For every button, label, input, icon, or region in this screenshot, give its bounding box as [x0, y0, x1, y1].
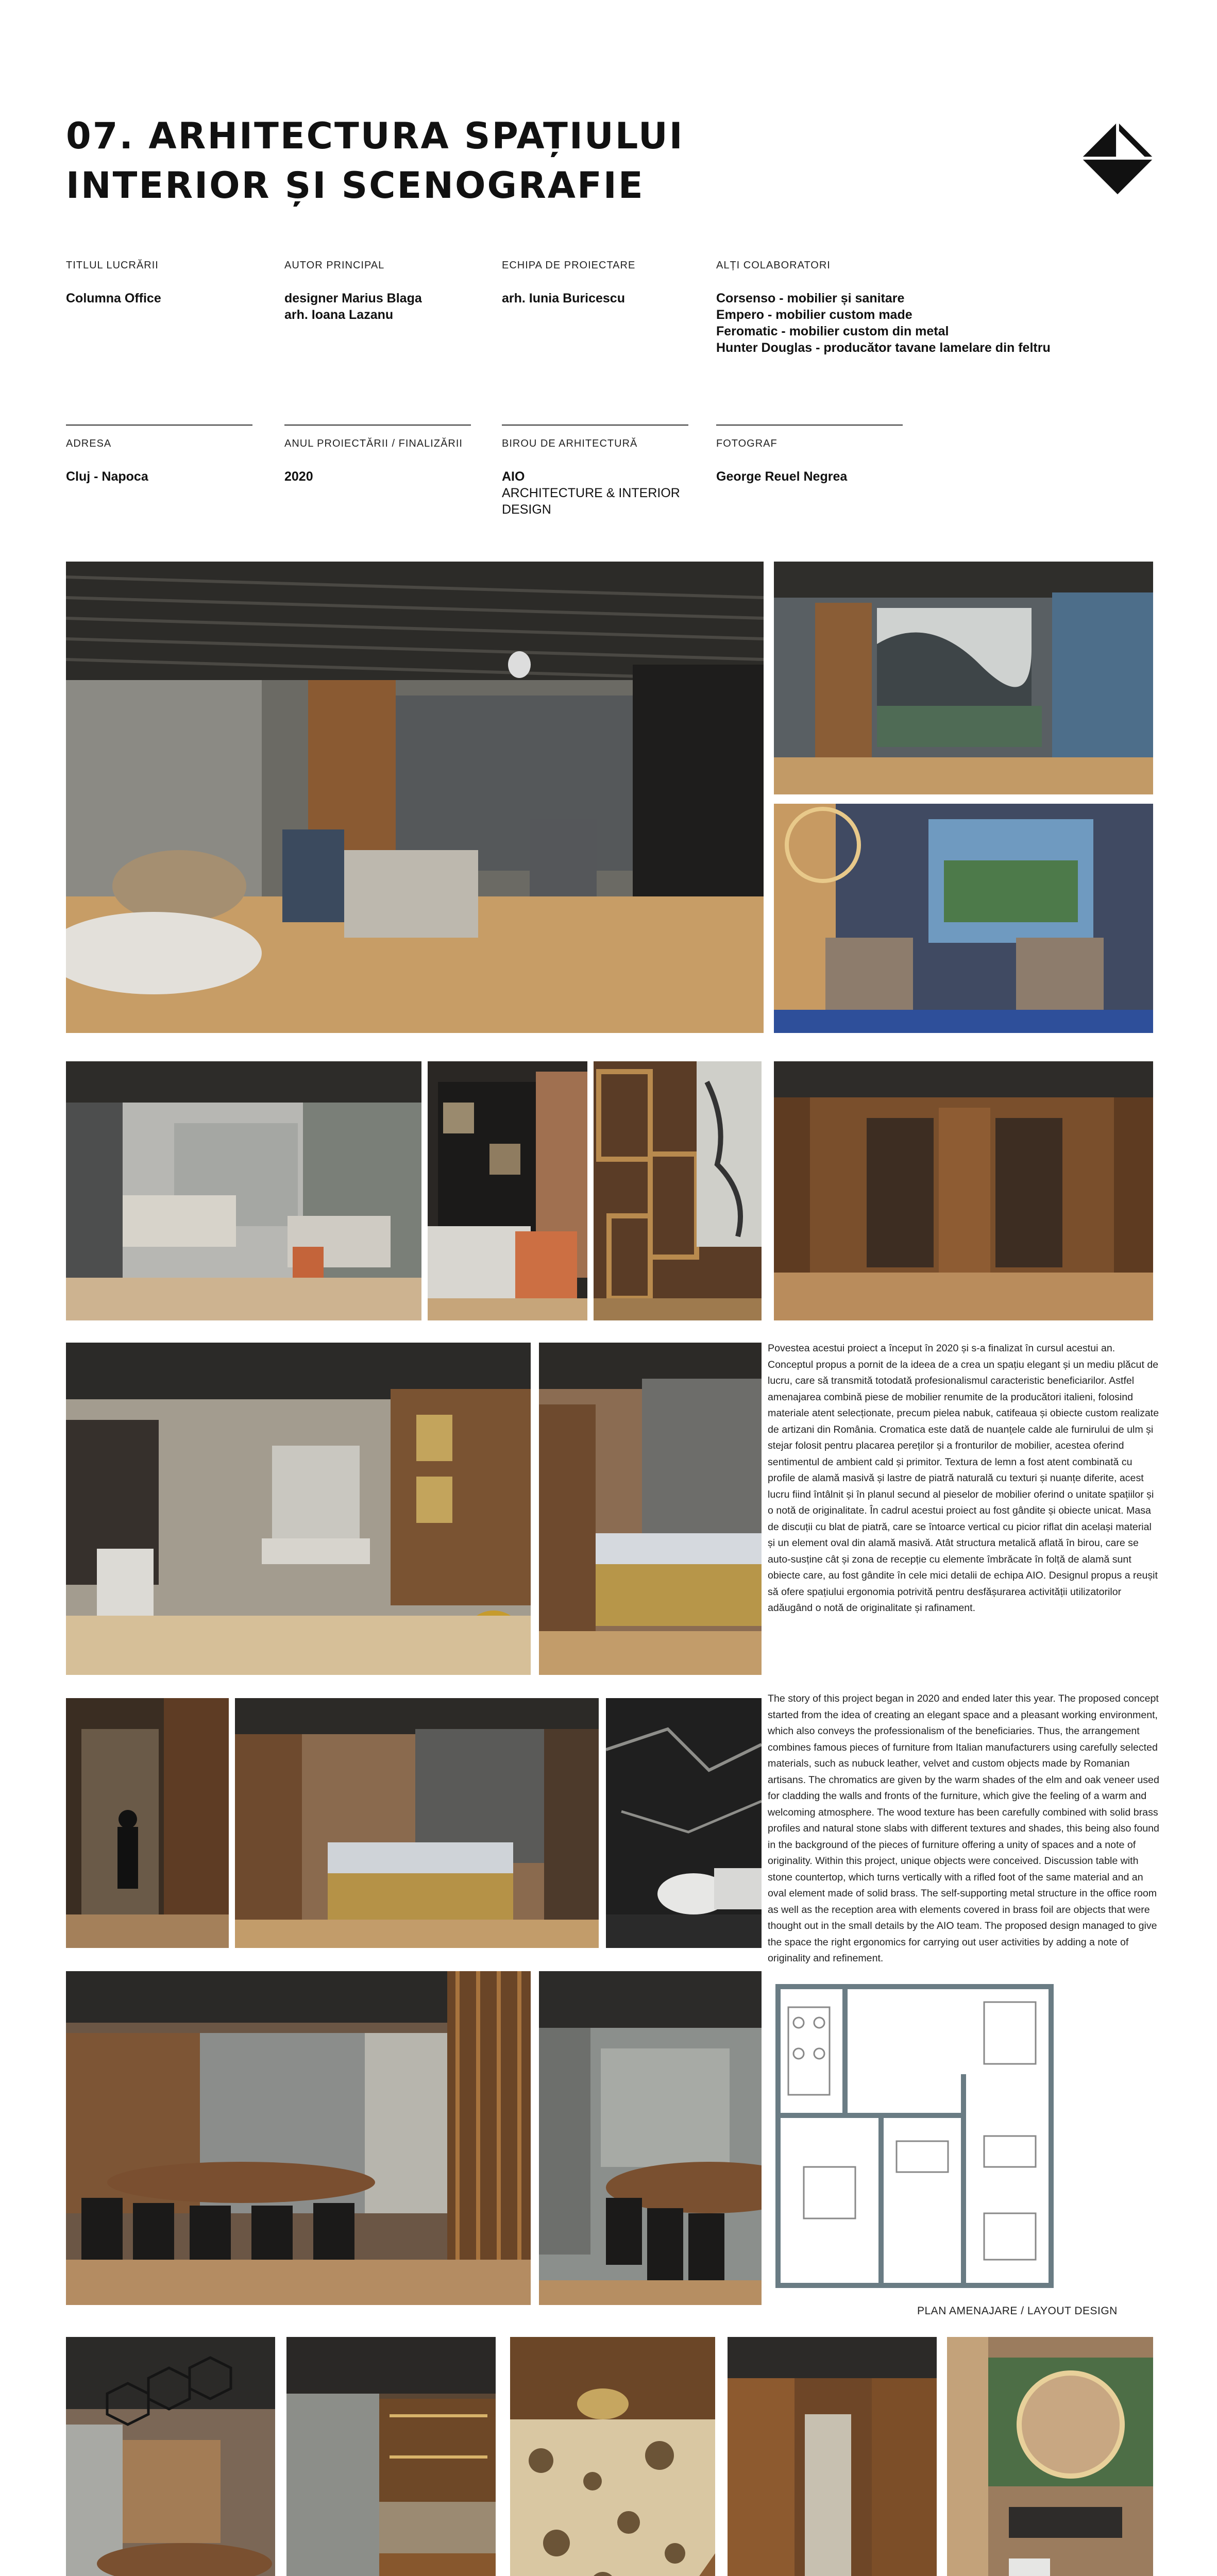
- meta-office: [502, 438, 718, 518]
- divider: [716, 425, 903, 426]
- photo-meeting-area: [66, 1343, 531, 1675]
- title-line-2: INTERIOR ȘI SCENOGRAFIE: [66, 164, 645, 207]
- photo-kitchenette: [286, 2337, 496, 2576]
- meta-author: [284, 260, 491, 323]
- page-title: [66, 111, 839, 210]
- meta-address: [66, 438, 272, 485]
- meta-office-value: AIO: [502, 469, 525, 484]
- photo-bathroom-mirror: [947, 2337, 1153, 2576]
- divider: [284, 425, 471, 426]
- meta-collab-2: Empero - mobilier custom made: [716, 308, 912, 322]
- meta-collaborators: [716, 260, 1180, 356]
- meta-photographer-value: George Reuel Negrea: [716, 469, 848, 484]
- meta-team: [502, 260, 708, 307]
- photo-office-main: [66, 562, 764, 1033]
- meta-year: [284, 438, 491, 485]
- photo-bathroom-marble: [606, 1698, 762, 1948]
- meta-author-label: AUTOR PRINCIPAL: [284, 260, 385, 271]
- meta-author-value-1: designer Marius Blaga: [284, 291, 422, 306]
- meta-collab-3: Feromatic - mobilier custom din metal: [716, 324, 949, 338]
- divider: [502, 425, 688, 426]
- meta-photographer-label: FOTOGRAF: [716, 438, 777, 449]
- photo-hallway: [728, 2337, 937, 2576]
- meta-team-value: arh. Iunia Buricescu: [502, 291, 625, 306]
- photo-open-office: [66, 1061, 421, 1320]
- meta-address-value: Cluj - Napoca: [66, 469, 148, 484]
- meta-title-label: TITLUL LUCRĂRII: [66, 260, 159, 271]
- photo-brass-shelves: [594, 1061, 762, 1320]
- photo-boardroom-table: [539, 1971, 762, 2305]
- plan-caption: PLAN AMENAJARE / LAYOUT DESIGN: [917, 2305, 1118, 2317]
- meta-title-value: Columna Office: [66, 291, 161, 306]
- photo-reception-desk: [539, 1343, 762, 1675]
- title-line-1: 07. ARHITECTURA SPAȚIULUI: [66, 115, 684, 157]
- photo-reception-wide: [235, 1698, 599, 1948]
- meta-team-label: ECHIPA DE PROIECTARE: [502, 260, 636, 271]
- meta-title: [66, 260, 272, 307]
- photo-corridor-wood: [774, 1061, 1153, 1320]
- meta-collab-1: Corsenso - mobilier și sanitare: [716, 291, 905, 306]
- meta-year-label: ANUL PROIECTĂRII / FINALIZĂRII: [284, 438, 463, 449]
- divider: [66, 425, 252, 426]
- project-description-ro: Povestea acestui proiect a început în 2020 și s-a finalizat în cursul acestui an. Conceptul propus a pornit de la ideea de a crea un spațiu elegant și un mediu plăcut de lucru, care să transmită totodată profesionalismul caracteristic beneficiarilor. Astfel amenajarea combină piese de mobilier renumite de la producători italieni, folosind materiale atent selecționate, precum pielea nabuk, catifeaua și obiecte custom realizate de artizani din România. Cromatica este dată de nuanțele calde ale furnirului de ulm și stejar folosit pentru placarea pereților și a fronturilor de mobilier, acestea oferind sentimentul de ambient cald și primitor. Textura de lemn a fost atent combinată cu profile de alamă masivă și lastre de piatră naturală cu texturi și nuanțe diferite, acest lucru fiind întâlnit și în planul secund al pieselor de mobilier oferind o unitate spațiilor și o notă de originalitate. În cadrul acestui proiect au fost gândite și obiecte unicat. Masa de discuții cu blat de piatră, care se întoarce vertical cu picior riflat din același material și un element oval din alamă masivă. Atât structura metalică aflată în birou, care se auto-susține cât și zona de recepție cu elemente îmbrăcate în folță de alamă sunt obiecte care, au fost gândite în cele mici detalii de echipa AIO. Designul propus a reușit să ofere spațiului ergonomia potrivită pentru desfășurarea activității utilizatorilor adăugând o notă de originalitate și rafinament.: [768, 1343, 1159, 1614]
- photo-boardroom-wide: [66, 1971, 531, 2305]
- meta-year-value: 2020: [284, 469, 313, 484]
- photo-shelving-chair: [428, 1061, 587, 1320]
- photo-chandelier: [66, 2337, 275, 2576]
- meta-author-value-2: arh. Ioana Lazanu: [284, 308, 394, 322]
- meta-address-label: ADRESA: [66, 438, 112, 449]
- meta-collab-4: Hunter Douglas - producător tavane lamelare din feltru: [716, 341, 1051, 355]
- photo-stone-detail: [510, 2337, 715, 2576]
- photo-entrance-person: [66, 1698, 229, 1948]
- photo-lounge-sofa: [774, 562, 1153, 794]
- floor-plan-drawing: [768, 1971, 1061, 2301]
- project-description-en: The story of this project began in 2020 and ended later this year. The proposed concept started from the idea of creating an elegant space and a pleasant working environment, which also conveys the professionalism of the beneficiaries. Thus, the arrangement combines famous pieces of furniture from Italian manufacturers using carefully selected materials, such as nubuck leather, velvet and custom objects made by Romanian artisans. The chromatics are given by the warm shades of the elm and oak veneer used for cladding the walls and fronts of the furniture, which give the feeling of a warm and welcoming atmosphere. The wood texture has been carefully combined with solid brass profiles and natural stone slabs with different textures and shades, this being also found in the background of the pieces of furniture offering a unity of spaces and a note of originality. Within this project, unique objects were conceived. Discussion table with stone countertop, which turns vertically with a rifled foot of the same material and an oval element made of solid brass. The self-supporting metal structure in the office room as well as the reception area with elements covered in brass foil are objects that were thought out in the small details by the AIO team. The proposed design managed to give the space the right ergonomics for carrying out user activities by adding a note of originality and refinement.: [768, 1693, 1159, 1964]
- meta-office-sub: ARCHITECTURE & INTERIOR DESIGN: [502, 486, 680, 517]
- meta-photographer: [716, 438, 1025, 485]
- diamond-logo-icon: [1080, 121, 1155, 196]
- meta-collab-label: ALȚI COLABORATORI: [716, 260, 831, 271]
- photo-lounge-chairs: [774, 804, 1153, 1033]
- meta-office-label: BIROU DE ARHITECTURĂ: [502, 438, 638, 449]
